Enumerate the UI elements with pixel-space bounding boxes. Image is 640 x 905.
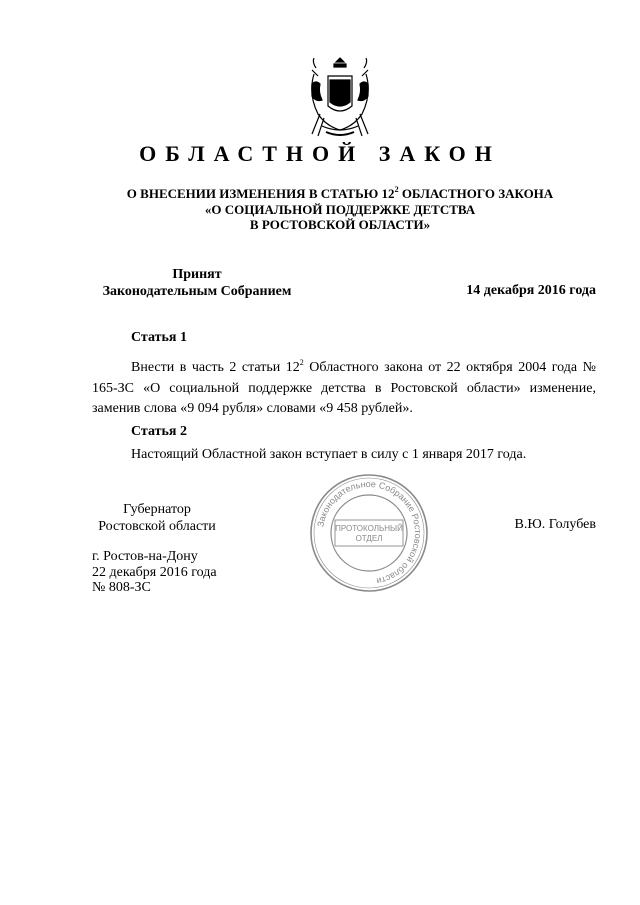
- official-stamp: [307, 471, 431, 595]
- article-1-text: Внести в часть 2 статьи $12^2$ Областного закона от 22 октября 2004 года № 165-ЗС «О социальной поддержке детства в Ростовской области» изменение, заменив слова «9 094 рубля» словами «9 458 рублей».: [92, 358, 596, 416]
- article-2-text: Настоящий Областной закон вступает в силу с 1 января 2017 года.: [131, 447, 527, 462]
- subtitle-line-2: «О СОЦИАЛЬНОЙ ПОДДЕРЖКЕ ДЕТСТВА: [204, 201, 476, 217]
- stamp-center-line-1: ПРОТОКОЛЬНЫЙ: [335, 524, 403, 533]
- governor-title: Губернатор Ростовской области: [98, 502, 216, 534]
- stamp-center-line-2: ОТДЕЛ: [355, 534, 383, 543]
- law-number: № 808-ЗС: [92, 580, 151, 595]
- adopted-date: 14 декабря 2016 года: [466, 283, 596, 298]
- stamp-ring-text: Законодательное Собрание Ростовской области: [315, 478, 424, 587]
- law-subtitle: [0, 186, 640, 233]
- subtitle-line-1: О ВНЕСЕНИИ ИЗМЕНЕНИЯ В СТАТЬЮ $12^2$ ОБЛАСТНОГО ЗАКОНА: [126, 185, 554, 201]
- article-2-heading: Статья 2: [131, 424, 187, 439]
- governor-name: В.Ю. Голубев: [514, 517, 596, 532]
- adopted-by: Принят Законодательным Собранием: [102, 267, 292, 299]
- article-1-heading: Статья 1: [131, 330, 187, 345]
- coat-of-arms-icon: [300, 54, 380, 140]
- document-title: ОБЛАСТНОЙ ЗАКОН: [139, 141, 501, 166]
- subtitle-line-3: В РОСТОВСКОЙ ОБЛАСТИ»: [249, 217, 431, 232]
- place-city: г. Ростов-на-Дону: [92, 549, 198, 564]
- place-and-number: [92, 549, 217, 596]
- place-date: 22 декабря 2016 года: [92, 564, 217, 580]
